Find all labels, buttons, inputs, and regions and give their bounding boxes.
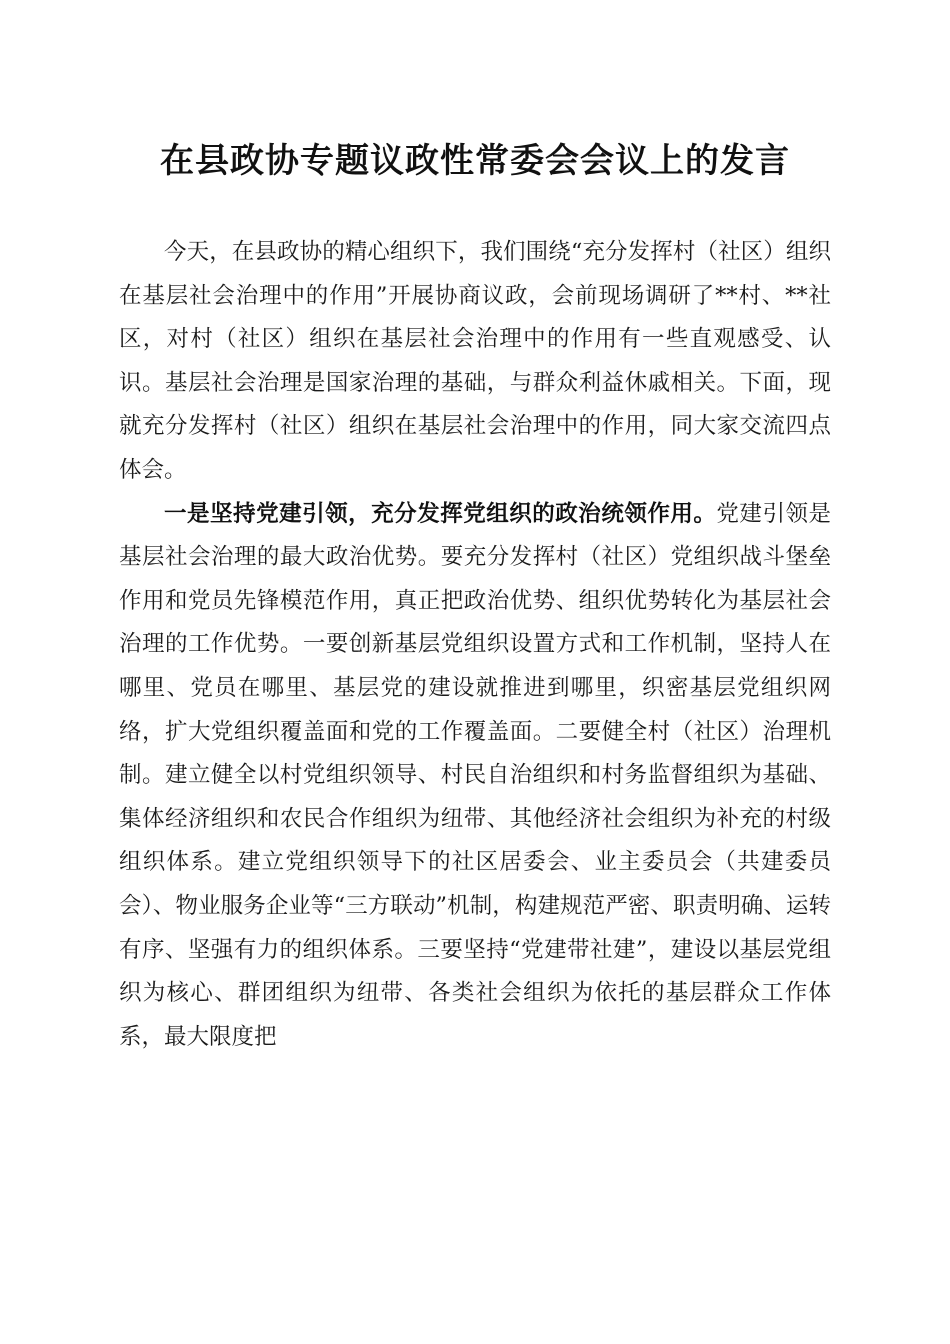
document-title: 在县政协专题议政性常委会会议上的发言 (160, 141, 790, 181)
paragraph-intro (119, 231, 831, 493)
paragraph-point-one-heading: 一是坚持党建引领，充分发挥党组织的政治统领作用。 (164, 500, 717, 527)
paragraph-point-one-text: 党建引领是基层社会治理的最大政治优势。要充分发挥村（社区）党组织战斗堡垒作用和党员先锋模范作用，真正把政治优势、组织优势转化为基层社会治理的工作优势。一要创新基层党组织设置方式和工作机制，坚持人在哪里、党员在哪里、基层党的建设就推进到哪里，织密基层党组织网络，扩大党组织覆盖面和党的工作覆盖面。二要健全村（社区）治理机制。建立健全以村党组织领导、村民自治组织和村务监督组织为基础、集体经济组织和农民合作组织为纽带、其他经济社会组织为补充的村级组织体系。建立党组织领导下的社区居委会、业主委员会（共建委员会）、物业服务企业等“三方联动”机制，构建规范严密、职责明确、运转有序、坚强有力的组织体系。三要坚持“党建带社建”，建设以基层党组织为核心、群团组织为纽带、各类社会组织为依托的基层群众工作体系，最大限度把 (119, 500, 831, 1050)
paragraph-intro-text: 今天，在县政协的精心组织下，我们围绕“充分发挥村（社区）组织在基层社会治理中的作用”开展协商议政，会前现场调研了**村、**社区，对村（社区）组织在基层社会治理中的作用有一些直观感受、认识。基层社会治理是国家治理的基础，与群众利益休戚相关。下面，现就充分发挥村（社区）组织在基层社会治理中的作用，同大家交流四点体会。 (119, 239, 831, 483)
paragraph-point-one (119, 493, 831, 1060)
document-body (119, 231, 831, 1059)
